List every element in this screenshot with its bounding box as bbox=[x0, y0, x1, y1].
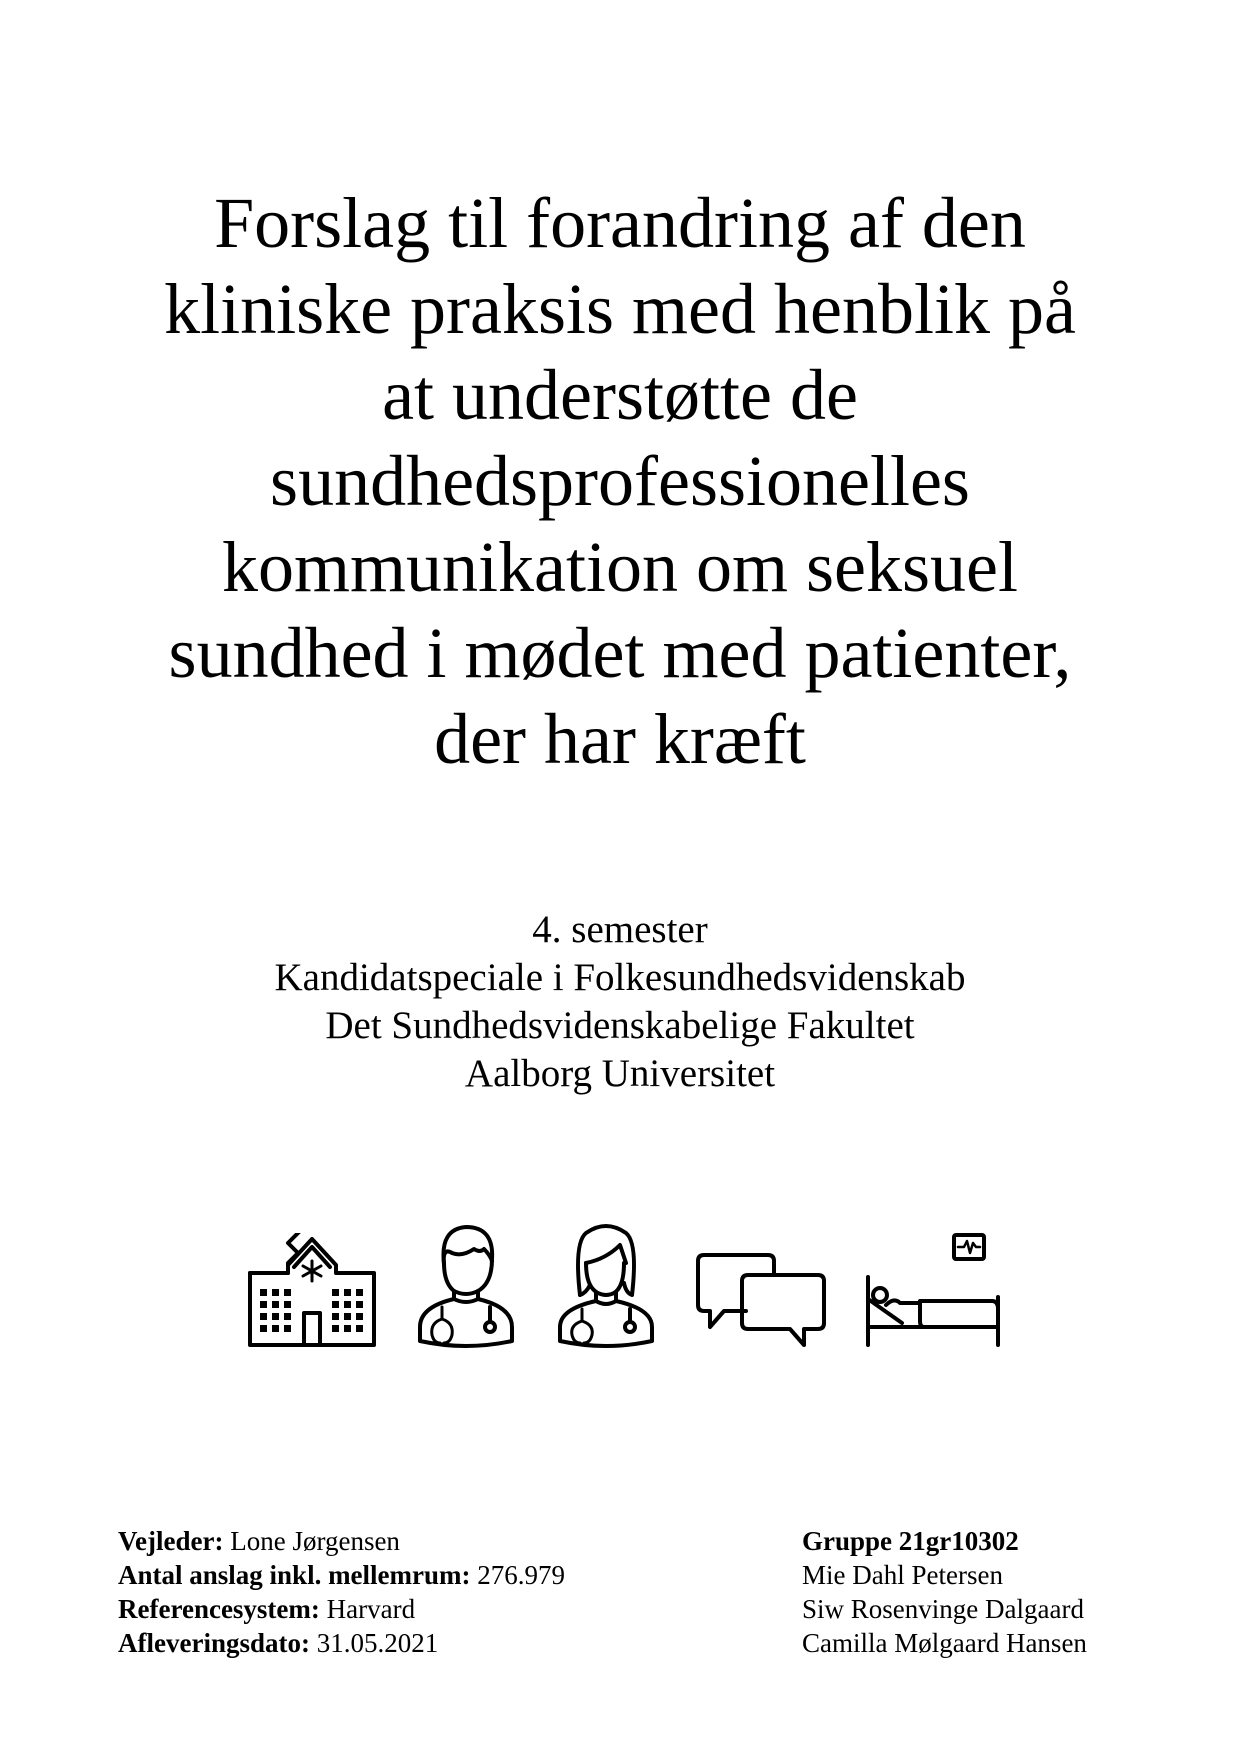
patient-bed-monitor-icon bbox=[866, 1233, 1000, 1348]
info-row-supervisor: Vejleder: Lone Jørgensen bbox=[118, 1526, 400, 1556]
semester: 4. semester bbox=[532, 908, 708, 951]
group-info bbox=[802, 1524, 1087, 1660]
title-line: der har kræft bbox=[434, 699, 806, 779]
title-line: kommunikation om seksuel bbox=[222, 527, 1018, 607]
title-line: sundhedsprofessionelles bbox=[270, 441, 970, 521]
title-line: sundhed i mødet med patienter, bbox=[168, 613, 1072, 693]
title-line: kliniske praksis med henblik på bbox=[164, 269, 1076, 349]
title-line: Forslag til forandring af den bbox=[214, 183, 1026, 263]
hospital-icon bbox=[248, 1233, 376, 1348]
icon-row bbox=[248, 1218, 1000, 1348]
info-row-reference-system: Referencesystem: Harvard bbox=[118, 1594, 416, 1624]
university: Aalborg Universitet bbox=[464, 1052, 776, 1095]
male-doctor-icon bbox=[416, 1223, 516, 1348]
subtitle-block bbox=[0, 906, 1240, 1098]
info-row-submission-date: Afleveringsdato: 31.05.2021 bbox=[118, 1628, 439, 1658]
female-doctor-icon bbox=[556, 1223, 656, 1348]
programme: Kandidatspeciale i Folkesundhedsvidenskab bbox=[274, 956, 966, 999]
title-line: at understøtte de bbox=[382, 355, 858, 435]
project-info bbox=[118, 1524, 565, 1660]
group-member: Mie Dahl Petersen bbox=[802, 1560, 1003, 1590]
group-member: Siw Rosenvinge Dalgaard bbox=[802, 1594, 1084, 1624]
speech-bubbles-icon bbox=[696, 1253, 826, 1348]
faculty: Det Sundhedsvidenskabelige Fakultet bbox=[325, 1004, 915, 1047]
info-row-character-count: Antal anslag inkl. mellemrum: 276.979 bbox=[118, 1560, 566, 1590]
group-name: Gruppe 21gr10302 bbox=[802, 1526, 1019, 1556]
document-title bbox=[0, 180, 1240, 782]
group-member: Camilla Mølgaard Hansen bbox=[802, 1628, 1087, 1658]
